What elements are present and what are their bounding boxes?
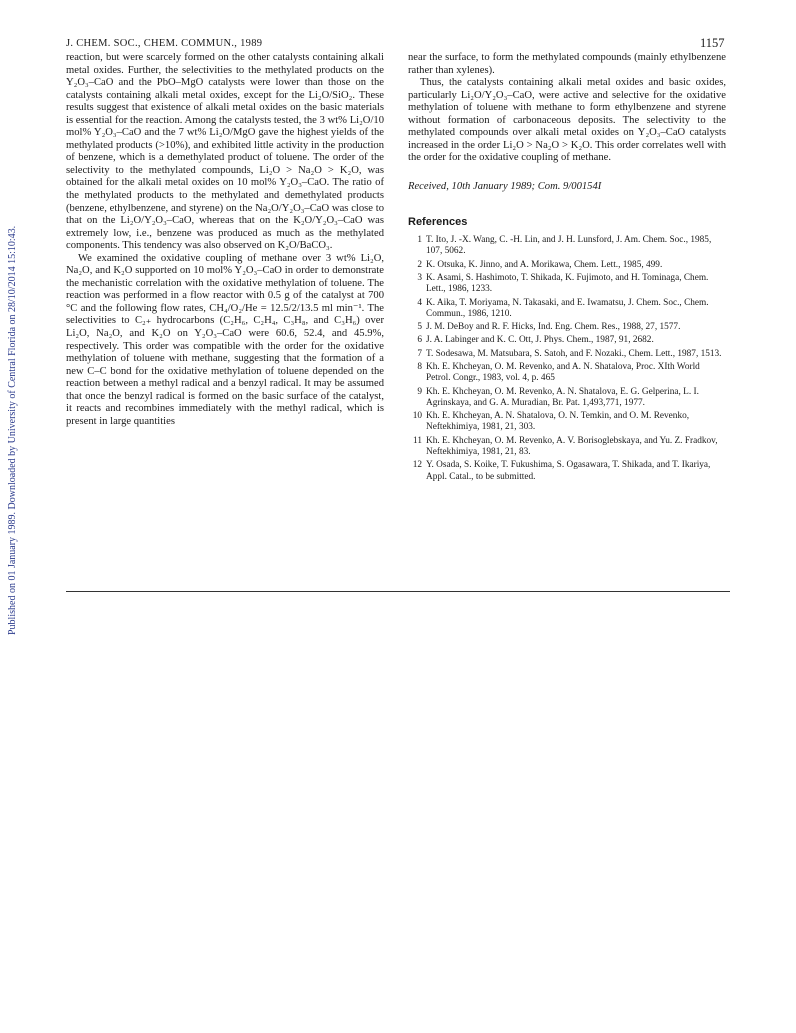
body-paragraph: near the surface, to form the methylated compounds (mainly ethylbenzene rather than xylenes).: [408, 52, 726, 76]
reference-text: Kh. E. Khcheyan, A. N. Shatalova, O. N. Temkin, and O. M. Revenko, Neftekhimiya, 1981, 21, 303.: [426, 411, 690, 433]
reference-number: 1: [417, 235, 422, 246]
reference-number: 9: [417, 386, 422, 397]
reference-text: K. Asami, S. Hashimoto, T. Shikada, K. Fujimoto, and H. Tominaga, Chem. Lett., 1986, 1233.: [426, 272, 709, 295]
reference-text: K. Otsuka, K. Jinno, and A. Morikawa, Chem. Lett., 1985, 499.: [426, 259, 663, 270]
reference-number: 7: [417, 348, 422, 359]
reference-item: [408, 322, 726, 333]
reference-text: K. Aika, T. Moriyama, N. Takasaki, and E. Iwamatsu, J. Chem. Soc., Chem. Commun., 1986, 1210.: [426, 297, 709, 319]
reference-text: J. M. DeBoy and R. F. Hicks, Ind. Eng. Chem. Res., 1988, 27, 1577.: [426, 322, 681, 333]
references-list: [408, 235, 726, 483]
reference-number: 8: [417, 361, 422, 372]
reference-item: [408, 460, 726, 483]
received-line: Received, 10th January 1989; Com. 9/00154I: [408, 180, 602, 192]
reference-number: 2: [417, 259, 422, 270]
bottom-rule: [66, 591, 730, 592]
download-watermark-text: Published on 01 January 1989. Downloaded by University of Central Florida on 28/10/2014 15:10:43.: [7, 225, 18, 635]
reference-item: [408, 436, 726, 459]
reference-text: Kh. E. Khcheyan, O. M. Revenko, A. N. Shatalova, E. G. Gelperina, L. I. Agrinskaya, and G. A. Muradian, Br. Pat. 1,493,771, 1977.: [426, 386, 699, 408]
reference-text: T. Ito, J. -X. Wang, C. -H. Lin, and J. H. Lunsford, J. Am. Chem. Soc., 1985, 107, 5062.: [426, 235, 712, 257]
reference-number: 3: [417, 272, 422, 283]
reference-number: 6: [417, 335, 422, 346]
reference-text: Kh. E. Khcheyan, O. M. Revenko, A. V. Borisoglebskaya, and Yu. Z. Fradkov, Neftekhimiya, 1981, 21, 83.: [426, 435, 718, 458]
reference-number: 12: [412, 460, 422, 471]
reference-item: [408, 387, 726, 410]
body-paragraph: We examined the oxidative coupling of methane over 3 wt% Li₂O, Na₂O, and K₂O supported on 10 mol% Y₂O₃–CaO in order to demonstrate the mechanistic correlation with the oxidative methylation of toluene. The reaction was performed in a flow reactor with 0.5 g of the catalyst at 700 °C and the following flow rates, CH₄/O₂/He = 12.5/2/13.5 ml min⁻¹. The selectivities to C₂₊ hydrocarbons (C₂H₆, C₂H₄, C₃H₈, and C₃H₆) over Li₂O, Na₂O, and K₂O on Y₂O₃–CaO were 60.6, 52.4, and 45.9%, respectively. This order was compatible with the order for the oxidative methylation of toluene with methane, suggesting that the formation of a new C–C bond for the oxidative methylation of toluene depended on the reaction between a methyl radical and a benzyl radical. It may be assumed that once the benzyl radical is formed on the basic surface of the catalyst, it reacts and recombines immediately with the methyl radical, which is present in large quantities: [66, 252, 384, 427]
reference-item: [408, 273, 726, 296]
reference-item: [408, 362, 726, 385]
right-column: [408, 52, 726, 485]
download-watermark: [7, 185, 21, 635]
page-number: 1157: [700, 36, 725, 50]
reference-number: 10: [412, 411, 422, 422]
reference-item: [408, 349, 726, 360]
reference-item: [408, 335, 726, 346]
references-heading: References: [408, 216, 468, 229]
reference-number: 5: [417, 322, 422, 333]
reference-number: 11: [413, 435, 422, 446]
running-header: J. CHEM. SOC., CHEM. COMMUN., 1989: [66, 38, 263, 49]
reference-item: [408, 260, 726, 271]
reference-text: T. Sodesawa, M. Matsubara, S. Satoh, and F. Nozaki., Chem. Lett., 1987, 1513.: [426, 348, 722, 359]
reference-text: Kh. E. Khcheyan, O. M. Revenko, and A. N. Shatalova, Proc. XIth World Petrol. Congr., 1983, vol. 4, p. 465: [426, 361, 700, 384]
left-column: [66, 52, 384, 428]
reference-number: 4: [417, 297, 422, 308]
body-paragraph: Thus, the catalysts containing alkali metal oxides and basic oxides, particularly Li₂O/Y₂O₃–CaO, were active and selective for the oxidative methylation of toluene with methane to form ethylbenzene and styrene without formation of carbonaceous deposits. The selectivity to the methylated compounds over alkali metal oxides on Y₂O₃–CaO catalysts increased in the order Li₂O > Na₂O > K₂O. This order correlates well with the order for the oxidative coupling of methane.: [408, 77, 726, 164]
body-paragraph: reaction, but were scarcely formed on the other catalysts containing alkali metal oxides. Further, the selectivities to the methylated products on the Y₂O₃–CaO and the PbO–MgO catalysts were lower than those on the catalysts containing alkali metal oxides, except for the Li₂O/SiO₂. These results suggest that existence of alkali metal oxides on the basic materials is essential for the reaction. Among the catalysts tested, the 3 wt% Li₂O/10 mol% Y₂O₃–CaO and the 7 wt% Li₂O/MgO gave the highest yields of the methylated products (>10%), and exhibited little activity in the production of benzene, which is a demethylated product of toluene. The order of the selectivity to the methylated compounds, Li₂O > Na₂O > K₂O, was obtained for the alkali metal oxides on 10 mol% Y₂O₃–CaO. The ratio of the methylated products to the methylated and demethylated products (benzene, ethylbenzene, and styrene) on the Na₂O/Y₂O₃–CaO was close to that on the Li₂O/Y₂O₃–CaO, whereas that on the K₂O/Y₂O₃–CaO was extremely low, i.e., benzene was produced as much as the methylated components. This tendency was also observed on K₂O/BaCO₃.: [66, 52, 384, 252]
reference-text: J. A. Labinger and K. C. Ott, J. Phys. Chem., 1987, 91, 2682.: [426, 335, 654, 346]
reference-text: Y. Osada, S. Koike, T. Fukushima, S. Ogasawara, T. Shikada, and T. Ikariya, Appl. Catal., to be submitted.: [426, 460, 711, 482]
reference-item: [408, 235, 726, 258]
reference-item: [408, 411, 726, 434]
reference-item: [408, 298, 726, 321]
